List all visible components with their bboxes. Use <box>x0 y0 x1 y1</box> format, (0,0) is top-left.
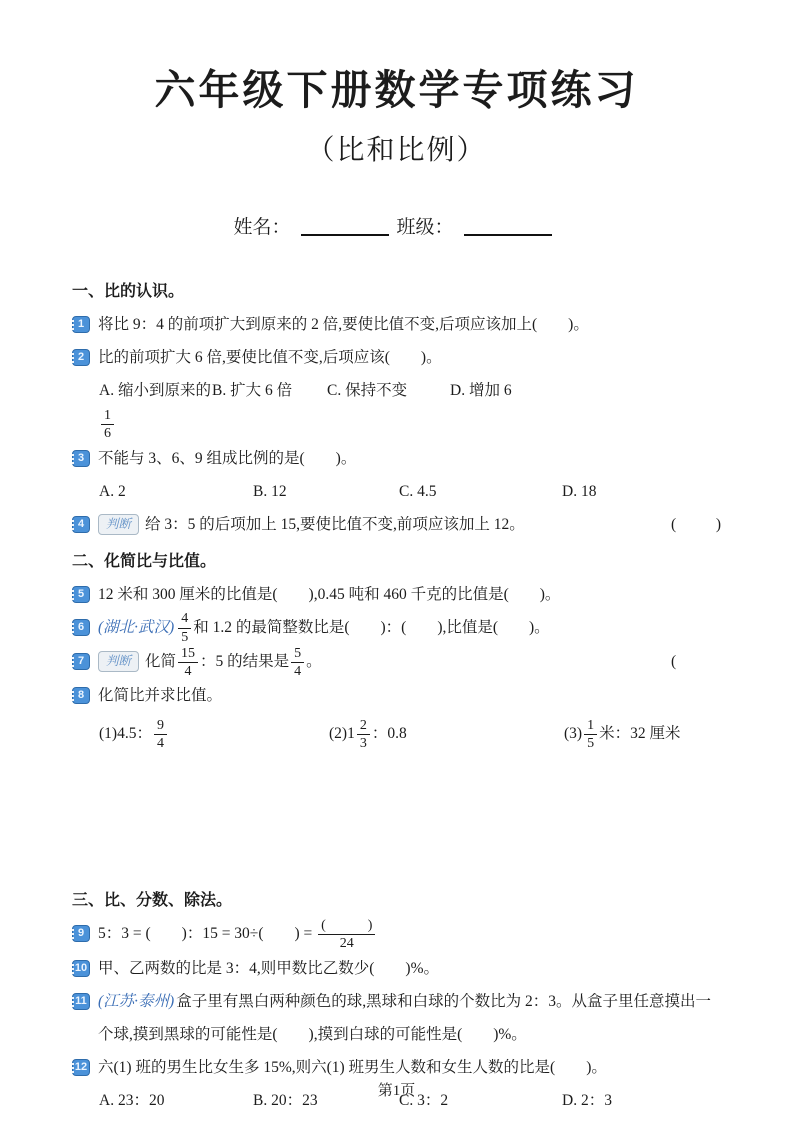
question-8-number-badge: 8 <box>72 687 90 704</box>
question-11-text <box>98 985 721 1051</box>
name-blank-line <box>301 214 389 236</box>
question-3-options <box>72 475 721 508</box>
question-10-text: 甲、乙两数的比是 3：4,则甲数比乙数少( )%。 <box>98 959 439 977</box>
name-label: 姓名： <box>233 217 291 239</box>
question-8 <box>72 679 721 712</box>
question-4-number-badge: 4 <box>72 516 90 533</box>
question-4-answer-parens: ( ) <box>671 515 721 533</box>
question-2-options <box>72 374 721 441</box>
question-12-number-badge: 12 <box>72 1059 90 1076</box>
option-a <box>99 374 212 441</box>
judge-type-badge: 判断 <box>98 514 139 535</box>
question-7-fraction-1: $\frac{15}{4}$ <box>178 646 198 680</box>
question-11-number-badge: 11 <box>72 993 90 1010</box>
option-c: C. 3：2 <box>399 1091 449 1109</box>
question-2-number-badge: 2 <box>72 349 90 366</box>
question-4-statement: 给 3：5 的后项加上 15,要使比值不变,前项应该加上 12。 <box>145 515 525 533</box>
question-7-fraction-2: $\frac{5}{4}$ <box>291 646 304 680</box>
subitem-2: (2)1 $\frac{2}{3}$ ：0.8 <box>329 717 407 752</box>
question-4-text <box>98 508 671 541</box>
question-11-statement: 盒子里有黑白两种颜色的球,黑球和白球的个数比为 2：3。从盒子里任意摸出一个球,摸到黑球的可能性是( ),摸到白球的可能性是( )%。 <box>98 992 711 1043</box>
question-7-number-badge: 7 <box>72 653 90 670</box>
question-4 <box>72 508 721 541</box>
question-1 <box>72 308 721 341</box>
region-source-tag: (江苏·泰州) <box>98 992 175 1010</box>
question-6 <box>72 611 721 645</box>
option-c: C. 保持不变 <box>327 382 408 400</box>
question-12-text: 六(1) 班的男生比女生多 15%,则六(1) 班男生人数和女生人数的比是( )。 <box>98 1058 607 1076</box>
question-7-answer-paren: ( <box>671 652 677 670</box>
question-10-number-badge: 10 <box>72 960 90 977</box>
question-5-number-badge: 5 <box>72 586 90 603</box>
subitem-3-fraction: $\frac{1}{5}$ <box>584 718 597 752</box>
question-2-text: 比的前项扩大 6 倍,要使比值不变,后项应该( )。 <box>98 349 442 367</box>
judge-type-badge: 判断 <box>98 651 139 672</box>
option-b: B. 12 <box>253 482 287 500</box>
question-3-number-badge: 3 <box>72 450 90 467</box>
question-8-text: 化简比并求比值。 <box>98 687 223 705</box>
question-1-text: 将比 9：4 的前项扩大到原来的 2 倍,要使比值不变,后项应该加上( )。 <box>98 316 589 334</box>
question-9-text: 5：3 = ( )：15 = 30÷( ) = $\frac{( )}{24}$ <box>98 917 721 951</box>
subitem-3: (3) $\frac{1}{5}$ 米：32 厘米 <box>564 717 681 752</box>
region-source-tag: (湖北·武汉) <box>98 618 175 636</box>
page-title: 六年级下册数学专项练习 <box>154 67 639 113</box>
section3-heading: 三、比、分数、除法。 <box>72 892 233 910</box>
question-6-statement: 和 1.2 的最简整数比是( )：( ),比值是( )。 <box>193 618 550 636</box>
question-6-fraction: $\frac{4}{5}$ <box>178 611 191 645</box>
question-7 <box>72 645 721 679</box>
question-9-number-badge: 9 <box>72 925 90 942</box>
class-label: 班级： <box>396 217 454 239</box>
question-8-subitems <box>72 714 721 754</box>
subitem-1-fraction: $\frac{9}{4}$ <box>154 718 167 752</box>
question-9-fraction: $\frac{( )}{24}$ <box>318 918 375 952</box>
option-a: A. 23：20 <box>99 1091 165 1109</box>
question-3 <box>72 442 721 475</box>
page-subtitle: （比和比例） <box>306 135 487 167</box>
section2-heading: 二、化简比与比值。 <box>72 552 217 570</box>
option-a-text: A. 缩小到原来的 <box>99 382 211 400</box>
question-3-text: 不能与 3、6、9 组成比例的是( )。 <box>98 449 357 467</box>
class-blank-line <box>464 214 552 236</box>
page-number: 第1页 <box>377 1083 416 1099</box>
option-d: D. 18 <box>562 482 597 500</box>
name-class-row <box>72 214 721 241</box>
subitem-1: (1)4.5： $\frac{9}{4}$ <box>99 714 329 754</box>
question-1-number-badge: 1 <box>72 316 90 333</box>
question-6-number-badge: 6 <box>72 619 90 636</box>
section1-heading: 一、比的认识。 <box>72 283 185 301</box>
question-11 <box>72 985 721 1051</box>
question-10 <box>72 952 721 985</box>
option-c: C. 4.5 <box>399 482 437 500</box>
option-d: D. 增加 6 <box>450 382 512 400</box>
question-5 <box>72 578 721 611</box>
option-a-fraction: $\frac{1}{6}$ <box>101 408 114 442</box>
question-2 <box>72 341 721 374</box>
question-7-text: 判断 化简 $\frac{15}{4}$ ：5 的结果是 $\frac{5}{4}$ 。 <box>98 645 671 679</box>
option-b: B. 20：23 <box>253 1091 318 1109</box>
question-5-text: 12 米和 300 厘米的比值是( ),0.45 吨和 460 千克的比值是( )。 <box>98 585 561 603</box>
option-d: D. 2：3 <box>562 1091 612 1109</box>
subitem-2-fraction: $\frac{2}{3}$ <box>357 718 370 752</box>
question-9 <box>72 917 721 951</box>
option-b: B. 扩大 6 倍 <box>212 382 293 400</box>
question-6-text <box>98 611 721 645</box>
option-a: A. 2 <box>99 482 126 500</box>
